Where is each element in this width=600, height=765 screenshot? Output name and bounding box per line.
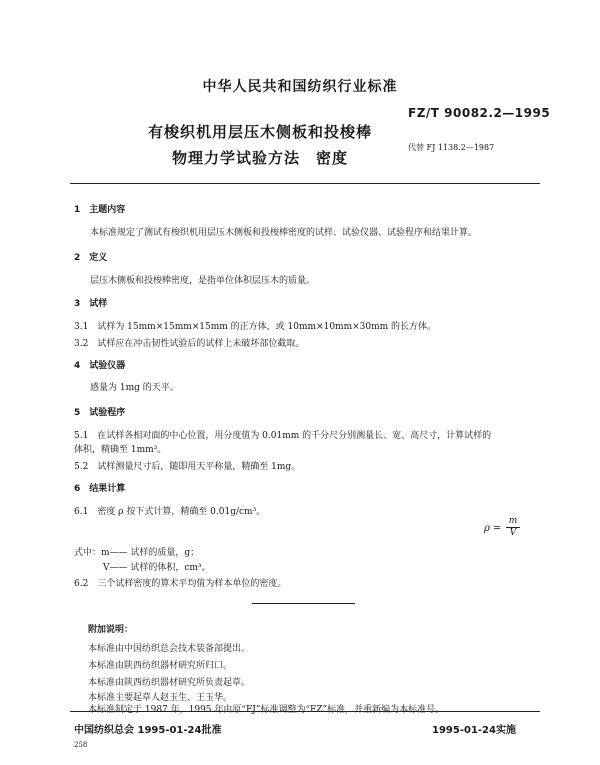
section-2-heading: 2 定义 bbox=[74, 253, 108, 263]
section-1-text: 本标准规定了测试有梭织机用层压木侧板和投梭棒密度的试样、试验仪器、试验程序和结果计算。 bbox=[90, 228, 478, 238]
document-title-line2: 物理力学试验方法 密度 bbox=[171, 149, 348, 167]
formula-lhs: ρ = bbox=[484, 523, 502, 534]
replaces-standard: 代替 FJ 1138.2—1987 bbox=[408, 143, 495, 152]
formula-denominator: V bbox=[509, 528, 517, 538]
document-title-line1: 有梭织机用层压木侧板和投梭棒 bbox=[147, 123, 372, 141]
header-divider bbox=[70, 183, 540, 184]
where-v: V—— 试样的体积，cm³。 bbox=[103, 563, 211, 573]
approval-date: 中国纺织总会 1995-01-24批准 bbox=[74, 725, 222, 736]
formula-numerator: m bbox=[506, 516, 520, 528]
section-3-2: 3.2 试样应在冲击韧性试验后的试样上未破坏部位截取。 bbox=[74, 339, 305, 349]
where-m: 式中：m—— 试样的质量，g； bbox=[74, 548, 200, 558]
section-5-heading: 5 试验程序 bbox=[74, 408, 126, 418]
section-5-1-line2: 体积，精确至 1mm³。 bbox=[74, 445, 167, 455]
section-3-heading: 3 试样 bbox=[74, 299, 108, 309]
page-number: 258 bbox=[74, 741, 88, 749]
note-item: 本标准由中国纺织总会技术装备部提出。 bbox=[88, 644, 251, 654]
effective-date: 1995-01-24实施 bbox=[432, 725, 516, 736]
note-item: 本标准由陕西纺织器材研究所负责起草。 bbox=[88, 678, 251, 688]
section-5-2: 5.2 试样测量尺寸后，随即用天平称量，精确至 1mg。 bbox=[74, 462, 301, 472]
section-5-1-line1: 5.1 在试样各相对面的中心位置，用分度值为 0.01mm 的千分尺分别测量长、宽、高尺寸，计算试样的 bbox=[74, 431, 492, 441]
section-4-text: 感量为 1mg 的天平。 bbox=[90, 383, 179, 393]
section-6-1: 6.1 密度 ρ 按下式计算，精确至 0.01g/cm³。 bbox=[74, 507, 266, 517]
standard-code: FZ/T 90082.2—1995 bbox=[408, 106, 551, 120]
note-item: 本标准由陕西纺织器材研究所归口。 bbox=[88, 661, 233, 671]
section-2-text: 层压木侧板和投梭棒密度，是指单位体积层压木的质量。 bbox=[90, 276, 316, 286]
note-item: 本标准制定于 1987 年，1995 年由原“FJ”标准调整为“FZ”标准，并重新编为本标准号。 bbox=[88, 705, 445, 715]
notes-divider bbox=[252, 603, 355, 604]
footer-divider bbox=[70, 711, 540, 712]
note-item: 本标准主要起草人赵玉生、王玉华。 bbox=[88, 693, 233, 703]
section-4-heading: 4 试验仪器 bbox=[74, 361, 126, 371]
section-6-heading: 6 结果计算 bbox=[74, 484, 126, 494]
formula-fraction bbox=[506, 516, 520, 539]
notes-heading: 附加说明： bbox=[88, 625, 134, 635]
section-1-heading: 1 主题内容 bbox=[74, 205, 126, 215]
section-3-1: 3.1 试样为 15mm×15mm×15mm 的正方体，或 10mm×10mm×30mm 的长方体。 bbox=[74, 322, 437, 332]
section-6-2: 6.2 三个试样密度的算术平均值为样本单位的密度。 bbox=[74, 579, 287, 589]
standard-organization: 中华人民共和国纺织行业标准 bbox=[202, 79, 398, 95]
